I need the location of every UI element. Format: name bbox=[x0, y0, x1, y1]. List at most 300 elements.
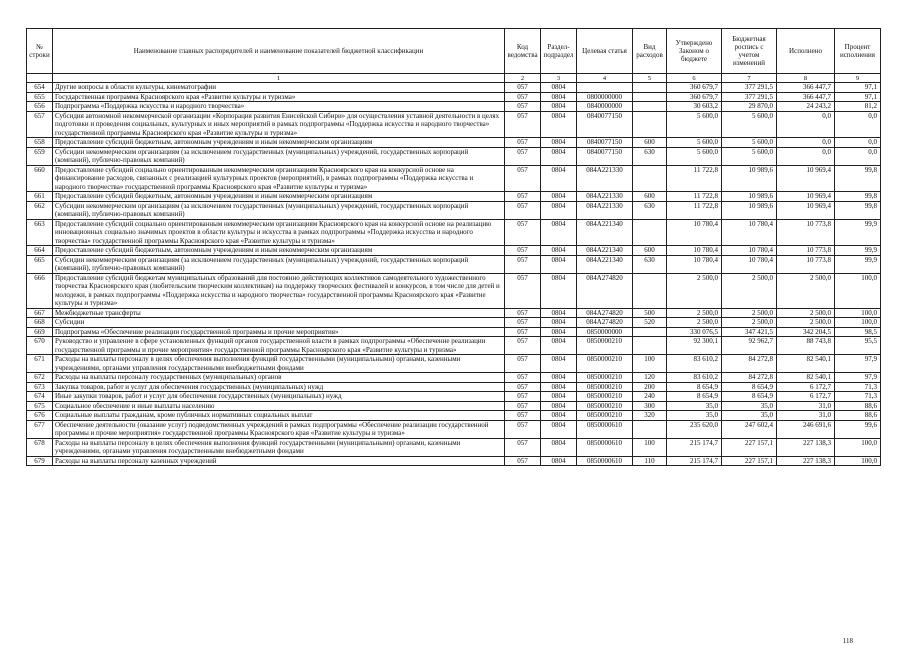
expense-type-cell: 100 bbox=[633, 438, 667, 456]
table-row bbox=[27, 138, 881, 148]
col-header-executed: Исполнено bbox=[777, 29, 835, 74]
target-item-cell: 084A274820 bbox=[577, 318, 633, 328]
department-code-cell: 057 bbox=[505, 401, 541, 411]
section-code-cell: 0804 bbox=[541, 411, 577, 421]
section-code-cell: 0804 bbox=[541, 255, 577, 273]
execution-percent-cell: 99,9 bbox=[835, 255, 881, 273]
approved-amount-cell: 83 610,2 bbox=[667, 373, 722, 383]
section-code-cell: 0804 bbox=[541, 337, 577, 355]
execution-percent-cell: 71,3 bbox=[835, 392, 881, 402]
section-code-cell: 0804 bbox=[541, 219, 577, 246]
executed-amount-cell: 31,0 bbox=[777, 401, 835, 411]
schedule-amount-cell: 10 780,4 bbox=[722, 246, 777, 256]
executed-amount-cell: 10 969,4 bbox=[777, 201, 835, 219]
target-item-cell: 084A221340 bbox=[577, 246, 633, 256]
col-number: 3 bbox=[541, 74, 577, 83]
expense-type-cell: 630 bbox=[633, 255, 667, 273]
department-code-cell: 057 bbox=[505, 318, 541, 328]
execution-percent-cell: 97,1 bbox=[835, 83, 881, 93]
row-number-cell: 667 bbox=[27, 308, 53, 318]
table-row bbox=[27, 111, 881, 138]
schedule-amount-cell: 84 272,8 bbox=[722, 373, 777, 383]
section-code-cell: 0804 bbox=[541, 318, 577, 328]
executed-amount-cell: 227 138,3 bbox=[777, 438, 835, 456]
execution-percent-cell: 100,0 bbox=[835, 308, 881, 318]
target-item-cell: 0850000210 bbox=[577, 411, 633, 421]
target-item-cell: 0850000210 bbox=[577, 382, 633, 392]
section-code-cell: 0804 bbox=[541, 147, 577, 165]
department-code-cell: 057 bbox=[505, 246, 541, 256]
section-code-cell: 0804 bbox=[541, 373, 577, 383]
col-header-budget-schedule: Бюджетная роспись с учетом изменений bbox=[722, 29, 777, 74]
col-header-percent: Процент исполнения bbox=[835, 29, 881, 74]
table-row bbox=[27, 147, 881, 165]
row-number-cell: 658 bbox=[27, 138, 53, 148]
department-code-cell: 057 bbox=[505, 219, 541, 246]
schedule-amount-cell: 10 780,4 bbox=[722, 219, 777, 246]
row-name-cell: Предоставление субсидий социально ориентированным некоммерческим организациям Красноярского края на конкурсной основе на финансирование расходов, связанных с реализацией культурных проектов (мероприятий), в рамках подпрограммы «Поддержка искусства и народного творчества» государственной программы Красноярского края «Развитие культуры и туризма» bbox=[53, 165, 505, 192]
table-body bbox=[27, 83, 881, 466]
execution-percent-cell: 71,3 bbox=[835, 382, 881, 392]
executed-amount-cell: 2 500,0 bbox=[777, 308, 835, 318]
table-row bbox=[27, 420, 881, 438]
execution-percent-cell: 98,5 bbox=[835, 327, 881, 337]
col-number: 7 bbox=[722, 74, 777, 83]
table-row bbox=[27, 337, 881, 355]
col-header-section: Раздел-подраздел bbox=[541, 29, 577, 74]
department-code-cell: 057 bbox=[505, 438, 541, 456]
schedule-amount-cell: 10 780,4 bbox=[722, 255, 777, 273]
target-item-cell: 084A221330 bbox=[577, 201, 633, 219]
row-number-cell: 674 bbox=[27, 392, 53, 402]
expense-type-cell bbox=[633, 420, 667, 438]
target-item-cell: 0840000000 bbox=[577, 102, 633, 112]
schedule-amount-cell: 227 157,1 bbox=[722, 456, 777, 466]
department-code-cell: 057 bbox=[505, 355, 541, 373]
execution-percent-cell: 99,6 bbox=[835, 420, 881, 438]
schedule-amount-cell: 8 654,9 bbox=[722, 392, 777, 402]
table-row bbox=[27, 308, 881, 318]
execution-percent-cell: 99,8 bbox=[835, 201, 881, 219]
col-number: 1 bbox=[53, 74, 505, 83]
row-name-cell: Расходы на выплаты персоналу в целях обеспечения выполнения функций государственными (муниципальными) органами, казенными учреждениями, органами управления государственными внебюджетными фондами bbox=[53, 438, 505, 456]
target-item-cell: 084A221330 bbox=[577, 192, 633, 202]
schedule-amount-cell: 247 602,4 bbox=[722, 420, 777, 438]
approved-amount-cell: 83 610,2 bbox=[667, 355, 722, 373]
department-code-cell: 057 bbox=[505, 92, 541, 102]
schedule-amount-cell: 92 962,7 bbox=[722, 337, 777, 355]
approved-amount-cell: 2 500,0 bbox=[667, 308, 722, 318]
row-name-cell: Обеспечение деятельности (оказание услуг) подведомственных учреждений в рамках подпрограммы «Обеспечение реализации государственной программы и прочие мероприятия» государственной программы Красноярского края «Развитие культуры и туризма» bbox=[53, 420, 505, 438]
expense-type-cell: 110 bbox=[633, 456, 667, 466]
target-item-cell: 0850000210 bbox=[577, 401, 633, 411]
executed-amount-cell: 6 172,7 bbox=[777, 382, 835, 392]
expense-type-cell bbox=[633, 102, 667, 112]
row-name-cell: Подпрограмма «Поддержка искусства и народного творчества» bbox=[53, 102, 505, 112]
expense-type-cell bbox=[633, 83, 667, 93]
expense-type-cell: 200 bbox=[633, 382, 667, 392]
department-code-cell: 057 bbox=[505, 382, 541, 392]
expense-type-cell bbox=[633, 219, 667, 246]
col-header-name: Наименование главных распорядителей и наименование показателей бюджетной классификации bbox=[53, 29, 505, 74]
execution-percent-cell: 0,0 bbox=[835, 138, 881, 148]
section-code-cell: 0804 bbox=[541, 308, 577, 318]
department-code-cell: 057 bbox=[505, 83, 541, 93]
schedule-amount-cell: 2 500,0 bbox=[722, 308, 777, 318]
schedule-amount-cell: 227 157,1 bbox=[722, 438, 777, 456]
execution-percent-cell: 0,0 bbox=[835, 147, 881, 165]
col-number bbox=[27, 74, 53, 83]
column-number-row bbox=[27, 74, 881, 83]
row-number-cell: 661 bbox=[27, 192, 53, 202]
section-code-cell: 0804 bbox=[541, 201, 577, 219]
table-row bbox=[27, 83, 881, 93]
execution-percent-cell: 97,1 bbox=[835, 92, 881, 102]
department-code-cell: 057 bbox=[505, 255, 541, 273]
row-name-cell: Расходы на выплаты персоналу государственных (муниципальных) органов bbox=[53, 373, 505, 383]
expense-type-cell bbox=[633, 165, 667, 192]
row-name-cell: Социальные выплаты гражданам, кроме публичных нормативных социальных выплат bbox=[53, 411, 505, 421]
target-item-cell bbox=[577, 83, 633, 93]
row-name-cell: Предоставление субсидий социально ориентированным некоммерческим организациям Красноярского края на конкурсной основе на реализацию инновационных социально значимых проектов в области культуры и искусства в рамках подпрограммы «Поддержка искусства и народного творчества» государственной программы Красноярского края «Развитие культуры и туризма» bbox=[53, 219, 505, 246]
executed-amount-cell: 2 500,0 bbox=[777, 273, 835, 308]
target-item-cell: 0850000210 bbox=[577, 373, 633, 383]
schedule-amount-cell: 2 500,0 bbox=[722, 273, 777, 308]
expense-type-cell bbox=[633, 327, 667, 337]
approved-amount-cell: 11 722,8 bbox=[667, 201, 722, 219]
row-number-cell: 672 bbox=[27, 373, 53, 383]
approved-amount-cell: 235 620,0 bbox=[667, 420, 722, 438]
section-code-cell: 0804 bbox=[541, 138, 577, 148]
target-item-cell: 084A274820 bbox=[577, 308, 633, 318]
executed-amount-cell: 10 969,4 bbox=[777, 192, 835, 202]
approved-amount-cell: 30 603,2 bbox=[667, 102, 722, 112]
schedule-amount-cell: 35,0 bbox=[722, 401, 777, 411]
approved-amount-cell: 5 600,0 bbox=[667, 111, 722, 138]
row-name-cell: Предоставление субсидий бюджетным, автономным учреждениям и иным некоммерческим организациям bbox=[53, 138, 505, 148]
schedule-amount-cell: 84 272,8 bbox=[722, 355, 777, 373]
approved-amount-cell: 5 600,0 bbox=[667, 147, 722, 165]
executed-amount-cell: 24 243,2 bbox=[777, 102, 835, 112]
schedule-amount-cell: 5 600,0 bbox=[722, 147, 777, 165]
expense-type-cell: 100 bbox=[633, 355, 667, 373]
section-code-cell: 0804 bbox=[541, 192, 577, 202]
table-row bbox=[27, 255, 881, 273]
target-item-cell: 0840077150 bbox=[577, 138, 633, 148]
executed-amount-cell: 10 969,4 bbox=[777, 165, 835, 192]
expense-type-cell: 520 bbox=[633, 318, 667, 328]
target-item-cell: 0840077150 bbox=[577, 111, 633, 138]
department-code-cell: 057 bbox=[505, 111, 541, 138]
executed-amount-cell: 2 500,0 bbox=[777, 318, 835, 328]
row-number-cell: 664 bbox=[27, 246, 53, 256]
department-code-cell: 057 bbox=[505, 420, 541, 438]
executed-amount-cell: 366 447,7 bbox=[777, 92, 835, 102]
approved-amount-cell: 10 780,4 bbox=[667, 219, 722, 246]
approved-amount-cell: 11 722,8 bbox=[667, 192, 722, 202]
schedule-amount-cell: 377 291,5 bbox=[722, 92, 777, 102]
target-item-cell: 0840077150 bbox=[577, 147, 633, 165]
row-name-cell: Расходы на выплаты персоналу казенных учреждений bbox=[53, 456, 505, 466]
row-number-cell: 665 bbox=[27, 255, 53, 273]
row-name-cell: Субсидия автономной некоммерческой организации «Корпорация развития Енисейской Сибири» для осуществления уставной деятельности в целях подготовки и проведения социальных, культурных и иных мероприятий в рамках подпрограммы «Поддержка искусства и народного творчества» государственной программы Красноярского края «Развитие культуры и туризма» bbox=[53, 111, 505, 138]
row-number-cell: 673 bbox=[27, 382, 53, 392]
schedule-amount-cell: 5 600,0 bbox=[722, 111, 777, 138]
schedule-amount-cell: 347 421,5 bbox=[722, 327, 777, 337]
approved-amount-cell: 35,0 bbox=[667, 411, 722, 421]
expense-type-cell: 600 bbox=[633, 138, 667, 148]
approved-amount-cell: 10 780,4 bbox=[667, 255, 722, 273]
department-code-cell: 057 bbox=[505, 373, 541, 383]
schedule-amount-cell: 10 989,6 bbox=[722, 192, 777, 202]
schedule-amount-cell: 35,0 bbox=[722, 411, 777, 421]
table-row bbox=[27, 392, 881, 402]
expense-type-cell: 500 bbox=[633, 308, 667, 318]
row-name-cell: Субсидии bbox=[53, 318, 505, 328]
col-header-approved: Утверждено Законом о бюджете bbox=[667, 29, 722, 74]
executed-amount-cell: 31,0 bbox=[777, 411, 835, 421]
section-code-cell: 0804 bbox=[541, 401, 577, 411]
row-name-cell: Государственная программа Красноярского края «Развитие культуры и туризма» bbox=[53, 92, 505, 102]
approved-amount-cell: 215 174,7 bbox=[667, 456, 722, 466]
table-row bbox=[27, 318, 881, 328]
target-item-cell: 0850000610 bbox=[577, 420, 633, 438]
execution-percent-cell: 99,9 bbox=[835, 219, 881, 246]
row-name-cell: Субсидии некоммерческим организациям (за исключением государственных (муниципальных) учреждений, государственных корпораций (компаний), публично-правовых компаний) bbox=[53, 255, 505, 273]
expense-type-cell: 630 bbox=[633, 201, 667, 219]
table-row bbox=[27, 382, 881, 392]
approved-amount-cell: 92 300,1 bbox=[667, 337, 722, 355]
executed-amount-cell: 0,0 bbox=[777, 111, 835, 138]
executed-amount-cell: 227 138,3 bbox=[777, 456, 835, 466]
expense-type-cell bbox=[633, 92, 667, 102]
executed-amount-cell: 88 743,8 bbox=[777, 337, 835, 355]
section-code-cell: 0804 bbox=[541, 165, 577, 192]
execution-percent-cell: 100,0 bbox=[835, 438, 881, 456]
row-number-cell: 679 bbox=[27, 456, 53, 466]
target-item-cell: 084A274820 bbox=[577, 273, 633, 308]
table-row bbox=[27, 201, 881, 219]
approved-amount-cell: 360 679,7 bbox=[667, 83, 722, 93]
table-row bbox=[27, 273, 881, 308]
executed-amount-cell: 82 540,1 bbox=[777, 355, 835, 373]
budget-execution-table bbox=[26, 28, 881, 466]
row-name-cell: Предоставление субсидий бюджетным, автономным учреждениям и иным некоммерческим организациям bbox=[53, 192, 505, 202]
expense-type-cell bbox=[633, 111, 667, 138]
col-number: 9 bbox=[835, 74, 881, 83]
col-number: 2 bbox=[505, 74, 541, 83]
table-row bbox=[27, 327, 881, 337]
execution-percent-cell: 95,5 bbox=[835, 337, 881, 355]
target-item-cell: 0800000000 bbox=[577, 92, 633, 102]
row-number-cell: 676 bbox=[27, 411, 53, 421]
section-code-cell: 0804 bbox=[541, 92, 577, 102]
approved-amount-cell: 8 654,9 bbox=[667, 382, 722, 392]
approved-amount-cell: 8 654,9 bbox=[667, 392, 722, 402]
row-number-cell: 670 bbox=[27, 337, 53, 355]
row-number-cell: 655 bbox=[27, 92, 53, 102]
table-row bbox=[27, 165, 881, 192]
row-name-cell: Субсидии некоммерческим организациям (за исключением государственных (муниципальных) учреждений, государственных корпораций (компаний), публично-правовых компаний) bbox=[53, 147, 505, 165]
department-code-cell: 057 bbox=[505, 456, 541, 466]
col-header-department-code: Код ведомства bbox=[505, 29, 541, 74]
department-code-cell: 057 bbox=[505, 102, 541, 112]
approved-amount-cell: 330 076,5 bbox=[667, 327, 722, 337]
executed-amount-cell: 0,0 bbox=[777, 147, 835, 165]
row-name-cell: Руководство и управление в сфере установленных функций органов государственной власти в рамках подпрограммы «Обеспечение реализации государственной программы и прочие мероприятия» государственной программы Красноярского края «Развитие культуры и туризма» bbox=[53, 337, 505, 355]
section-code-cell: 0804 bbox=[541, 273, 577, 308]
row-number-cell: 662 bbox=[27, 201, 53, 219]
expense-type-cell bbox=[633, 273, 667, 308]
table-row bbox=[27, 246, 881, 256]
schedule-amount-cell: 10 989,6 bbox=[722, 201, 777, 219]
approved-amount-cell: 360 679,7 bbox=[667, 92, 722, 102]
department-code-cell: 057 bbox=[505, 411, 541, 421]
schedule-amount-cell: 29 870,0 bbox=[722, 102, 777, 112]
table-row bbox=[27, 355, 881, 373]
col-number: 6 bbox=[667, 74, 722, 83]
section-code-cell: 0804 bbox=[541, 420, 577, 438]
row-name-cell: Другие вопросы в области культуры, кинематографии bbox=[53, 83, 505, 93]
department-code-cell: 057 bbox=[505, 147, 541, 165]
department-code-cell: 057 bbox=[505, 273, 541, 308]
expense-type-cell: 630 bbox=[633, 147, 667, 165]
expense-type-cell bbox=[633, 337, 667, 355]
table-row bbox=[27, 456, 881, 466]
row-name-cell: Расходы на выплаты персоналу в целях обеспечения выполнения функций государственными (муниципальными) органами, казенными учреждениями, органами управления государственными внебюджетными фондами bbox=[53, 355, 505, 373]
page-number: 118 bbox=[842, 637, 853, 645]
schedule-amount-cell: 2 500,0 bbox=[722, 318, 777, 328]
col-header-target-item: Целевая статья bbox=[577, 29, 633, 74]
table-row bbox=[27, 401, 881, 411]
target-item-cell: 084A221340 bbox=[577, 219, 633, 246]
execution-percent-cell: 100,0 bbox=[835, 456, 881, 466]
schedule-amount-cell: 5 600,0 bbox=[722, 138, 777, 148]
approved-amount-cell: 215 174,7 bbox=[667, 438, 722, 456]
approved-amount-cell: 11 722,8 bbox=[667, 165, 722, 192]
target-item-cell: 0850000210 bbox=[577, 337, 633, 355]
department-code-cell: 057 bbox=[505, 308, 541, 318]
target-item-cell: 0850000000 bbox=[577, 327, 633, 337]
row-name-cell: Предоставление субсидий бюджетным, автономным учреждениям и иным некоммерческим организациям bbox=[53, 246, 505, 256]
col-header-expense-type: Вид расходов bbox=[633, 29, 667, 74]
approved-amount-cell: 2 500,0 bbox=[667, 318, 722, 328]
department-code-cell: 057 bbox=[505, 327, 541, 337]
section-code-cell: 0804 bbox=[541, 382, 577, 392]
section-code-cell: 0804 bbox=[541, 327, 577, 337]
target-item-cell: 084A221340 bbox=[577, 255, 633, 273]
schedule-amount-cell: 8 654,9 bbox=[722, 382, 777, 392]
table-row bbox=[27, 102, 881, 112]
execution-percent-cell: 97,9 bbox=[835, 373, 881, 383]
row-number-cell: 671 bbox=[27, 355, 53, 373]
table-row bbox=[27, 438, 881, 456]
section-code-cell: 0804 bbox=[541, 456, 577, 466]
approved-amount-cell: 5 600,0 bbox=[667, 138, 722, 148]
row-number-cell: 663 bbox=[27, 219, 53, 246]
expense-type-cell: 240 bbox=[633, 392, 667, 402]
schedule-amount-cell: 377 291,5 bbox=[722, 83, 777, 93]
expense-type-cell: 320 bbox=[633, 411, 667, 421]
execution-percent-cell: 99,9 bbox=[835, 246, 881, 256]
department-code-cell: 057 bbox=[505, 165, 541, 192]
expense-type-cell: 300 bbox=[633, 401, 667, 411]
department-code-cell: 057 bbox=[505, 192, 541, 202]
department-code-cell: 057 bbox=[505, 392, 541, 402]
section-code-cell: 0804 bbox=[541, 355, 577, 373]
row-name-cell: Иные закупки товаров, работ и услуг для обеспечения государственных (муниципальных) нужд bbox=[53, 392, 505, 402]
target-item-cell: 084A221330 bbox=[577, 165, 633, 192]
row-name-cell: Подпрограмма «Обеспечение реализации государственной программы и прочие мероприятия» bbox=[53, 327, 505, 337]
target-item-cell: 0850000610 bbox=[577, 438, 633, 456]
row-name-cell: Предоставление субсидий бюджетам муниципальных образований для постоянно действующих коллективов самодеятельного художественного творчества Красноярского края (любительским творческим коллективам) на поддержку творческих фестивалей и конкурсов, в том числе для детей и молодежи, в рамках подпрограммы «Поддержка искусства и народного творчества» государственной программы Красноярского края «Развитие культуры и туризма» bbox=[53, 273, 505, 308]
executed-amount-cell: 82 540,1 bbox=[777, 373, 835, 383]
expense-type-cell: 600 bbox=[633, 246, 667, 256]
department-code-cell: 057 bbox=[505, 138, 541, 148]
execution-percent-cell: 99,8 bbox=[835, 165, 881, 192]
row-number-cell: 675 bbox=[27, 401, 53, 411]
row-name-cell: Закупка товаров, работ и услуг для обеспечения государственных (муниципальных) нужд bbox=[53, 382, 505, 392]
approved-amount-cell: 2 500,0 bbox=[667, 273, 722, 308]
execution-percent-cell: 88,6 bbox=[835, 411, 881, 421]
execution-percent-cell: 88,6 bbox=[835, 401, 881, 411]
section-code-cell: 0804 bbox=[541, 111, 577, 138]
section-code-cell: 0804 bbox=[541, 392, 577, 402]
executed-amount-cell: 342 204,5 bbox=[777, 327, 835, 337]
target-item-cell: 0850000610 bbox=[577, 456, 633, 466]
table-row bbox=[27, 192, 881, 202]
executed-amount-cell: 10 773,8 bbox=[777, 219, 835, 246]
table-row bbox=[27, 92, 881, 102]
executed-amount-cell: 10 773,8 bbox=[777, 246, 835, 256]
executed-amount-cell: 10 773,8 bbox=[777, 255, 835, 273]
table-row bbox=[27, 411, 881, 421]
col-header-row-number: № строки bbox=[27, 29, 53, 74]
col-number: 4 bbox=[577, 74, 633, 83]
executed-amount-cell: 6 172,7 bbox=[777, 392, 835, 402]
department-code-cell: 057 bbox=[505, 201, 541, 219]
col-number: 5 bbox=[633, 74, 667, 83]
col-number: 8 bbox=[777, 74, 835, 83]
execution-percent-cell: 81,2 bbox=[835, 102, 881, 112]
table-row bbox=[27, 373, 881, 383]
row-name-cell: Межбюджетные трансферты bbox=[53, 308, 505, 318]
execution-percent-cell: 99,8 bbox=[835, 192, 881, 202]
schedule-amount-cell: 10 989,6 bbox=[722, 165, 777, 192]
section-code-cell: 0804 bbox=[541, 102, 577, 112]
expense-type-cell: 120 bbox=[633, 373, 667, 383]
row-number-cell: 669 bbox=[27, 327, 53, 337]
executed-amount-cell: 0,0 bbox=[777, 138, 835, 148]
executed-amount-cell: 246 691,6 bbox=[777, 420, 835, 438]
execution-percent-cell: 100,0 bbox=[835, 318, 881, 328]
row-name-cell: Социальное обеспечение и иные выплаты населению bbox=[53, 401, 505, 411]
row-name-cell: Субсидии некоммерческим организациям (за исключением государственных (муниципальных) учреждений, государственных корпораций (компаний), публично-правовых компаний) bbox=[53, 201, 505, 219]
row-number-cell: 668 bbox=[27, 318, 53, 328]
department-code-cell: 057 bbox=[505, 337, 541, 355]
execution-percent-cell: 97,9 bbox=[835, 355, 881, 373]
row-number-cell: 657 bbox=[27, 111, 53, 138]
row-number-cell: 656 bbox=[27, 102, 53, 112]
target-item-cell: 0850000210 bbox=[577, 355, 633, 373]
row-number-cell: 666 bbox=[27, 273, 53, 308]
row-number-cell: 678 bbox=[27, 438, 53, 456]
section-code-cell: 0804 bbox=[541, 83, 577, 93]
row-number-cell: 654 bbox=[27, 83, 53, 93]
executed-amount-cell: 366 447,7 bbox=[777, 83, 835, 93]
execution-percent-cell: 0,0 bbox=[835, 111, 881, 138]
budget-execution-table-sheet bbox=[26, 28, 880, 645]
